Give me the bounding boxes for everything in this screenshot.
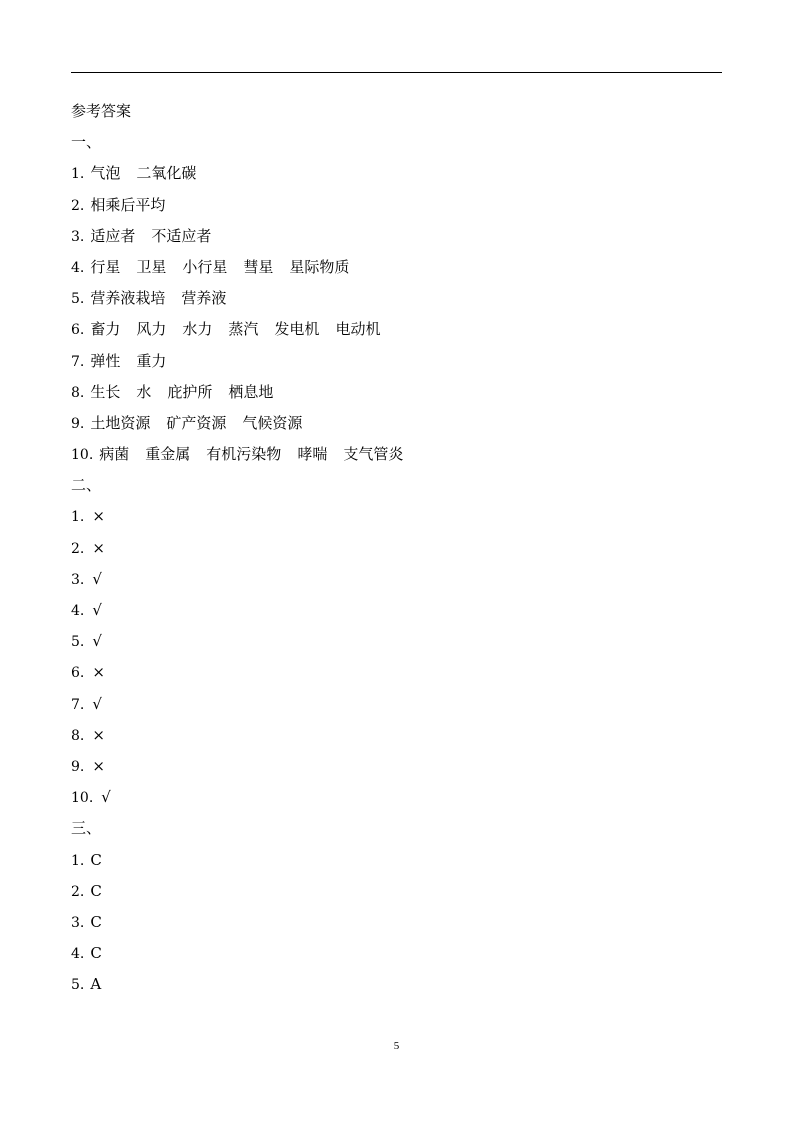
answer-term: 支气管炎 [343, 445, 404, 464]
answer-item [71, 657, 722, 688]
item-number: 4. [71, 946, 85, 963]
item-number: 5. [71, 977, 85, 994]
item-number: 1. [71, 166, 85, 183]
answer-term: 重力 [136, 351, 167, 370]
answer-term: 小行星 [182, 257, 228, 276]
answer-item [71, 408, 722, 439]
answer-text [90, 258, 349, 276]
item-number: 8. [71, 384, 85, 401]
answer-item [71, 626, 722, 657]
answer-item [71, 689, 722, 720]
answer-text [90, 913, 101, 931]
answer-item [71, 845, 722, 876]
answer-term: 重金属 [145, 445, 191, 464]
answer-text [90, 227, 211, 245]
answer-text [90, 289, 226, 307]
answer-term: 水力 [182, 320, 213, 339]
answer-term: 土地资源 [90, 413, 151, 432]
answer-item [71, 595, 722, 626]
answer-term: × [92, 507, 105, 526]
item-number: 7. [71, 696, 85, 713]
item-number: 5. [71, 634, 85, 651]
answer-term: 风力 [136, 320, 167, 339]
answer-term: 蒸汽 [228, 320, 259, 339]
page-title: 参考答案 [71, 102, 132, 120]
answer-term: √ [92, 569, 102, 588]
section-heading: 一、 [71, 133, 102, 152]
answer-term: 卫星 [136, 257, 167, 276]
answer-term: √ [92, 694, 102, 713]
item-number: 10. [71, 447, 94, 464]
item-number: 3. [71, 914, 85, 931]
item-number: 4. [71, 259, 85, 276]
answer-item [71, 938, 722, 969]
judgment-mark [92, 570, 102, 588]
answer-item [71, 501, 722, 532]
answer-term: 彗星 [243, 257, 274, 276]
answer-text [90, 352, 166, 370]
item-number: 1. [71, 509, 85, 526]
answer-item [71, 158, 722, 189]
item-number: 6. [71, 322, 85, 339]
judgment-mark [92, 757, 105, 775]
answer-item [71, 564, 722, 595]
answer-term: 二氧化碳 [136, 164, 197, 183]
answer-key-body [71, 96, 722, 1000]
answer-term: 气候资源 [242, 413, 303, 432]
answer-term: 适应者 [90, 226, 136, 245]
judgment-mark [92, 632, 102, 650]
item-number: 2. [71, 197, 85, 214]
answer-text [90, 320, 380, 338]
judgment-mark [92, 601, 102, 619]
answer-item [71, 346, 722, 377]
answer-text [90, 944, 101, 962]
answer-term: √ [92, 632, 102, 651]
answer-term: 行星 [90, 257, 121, 276]
answer-term: C [90, 912, 102, 931]
header-rule [71, 72, 722, 73]
answer-term: 营养液 [181, 289, 227, 308]
judgment-mark [92, 695, 102, 713]
answer-item [71, 314, 722, 345]
answer-term: A [90, 975, 102, 994]
answer-text [90, 851, 101, 869]
item-number: 2. [71, 883, 85, 900]
answer-term: × [92, 725, 105, 744]
answer-term: √ [92, 601, 102, 619]
answer-term: 畜力 [90, 320, 121, 339]
page-number: 5 [393, 1040, 400, 1052]
judgment-mark [92, 663, 105, 681]
answer-term: 星际物质 [289, 257, 350, 276]
answer-item [71, 221, 722, 252]
item-number: 7. [71, 353, 85, 370]
answer-text [90, 196, 165, 214]
item-number: 2. [71, 540, 85, 557]
section-heading: 三、 [71, 819, 102, 838]
judgment-mark [101, 788, 111, 806]
answer-item [71, 876, 722, 907]
answer-term: 有机污染物 [206, 445, 282, 464]
answer-term: 水 [136, 382, 152, 401]
answer-item [71, 439, 722, 470]
answer-term: 发电机 [274, 320, 320, 339]
item-number: 5. [71, 291, 85, 308]
item-number: 4. [71, 603, 85, 619]
judgment-mark [92, 539, 105, 557]
item-number: 8. [71, 727, 85, 744]
answer-item [71, 751, 722, 782]
answer-term: 庇护所 [167, 382, 213, 401]
answer-term: C [90, 944, 102, 963]
answer-text [99, 445, 403, 463]
answer-item [71, 907, 722, 938]
answer-term: √ [101, 788, 111, 807]
answer-term: 生长 [90, 382, 121, 401]
answer-text [90, 383, 273, 401]
answer-item [71, 720, 722, 751]
answer-text [90, 882, 101, 900]
judgment-mark [92, 507, 105, 525]
answer-term: 电动机 [335, 320, 381, 339]
section-heading: 二、 [71, 476, 102, 495]
item-number: 9. [71, 415, 85, 432]
answer-term: 矿产资源 [166, 413, 227, 432]
answer-text [90, 414, 302, 432]
item-number: 1. [71, 852, 85, 869]
item-number: 9. [71, 758, 85, 775]
item-number: 3. [71, 571, 85, 588]
item-number: 10. [71, 790, 94, 807]
answer-item [71, 283, 722, 314]
answer-term: 营养液栽培 [90, 289, 166, 308]
answer-term: × [92, 663, 105, 682]
item-number: 3. [71, 228, 85, 245]
answer-item [71, 533, 722, 564]
judgment-mark [92, 726, 105, 744]
answer-term: 弹性 [90, 351, 121, 370]
answer-term: 气泡 [90, 164, 121, 183]
answer-term: C [90, 850, 102, 869]
answer-term: × [92, 538, 105, 557]
answer-item [71, 190, 722, 221]
answer-text [90, 975, 101, 993]
answer-item [71, 252, 722, 283]
item-number: 6. [71, 665, 85, 682]
answer-term: C [90, 881, 102, 900]
answer-item [71, 969, 722, 1000]
answer-term: 不适应者 [151, 226, 212, 245]
answer-term: 病菌 [99, 445, 130, 464]
answer-term: 相乘后平均 [90, 195, 166, 214]
answer-term: 哮喘 [297, 445, 328, 464]
answer-item [71, 782, 722, 813]
answer-item [71, 377, 722, 408]
answer-term: × [92, 756, 105, 775]
answer-term: 栖息地 [228, 382, 274, 401]
answer-text [90, 164, 196, 182]
